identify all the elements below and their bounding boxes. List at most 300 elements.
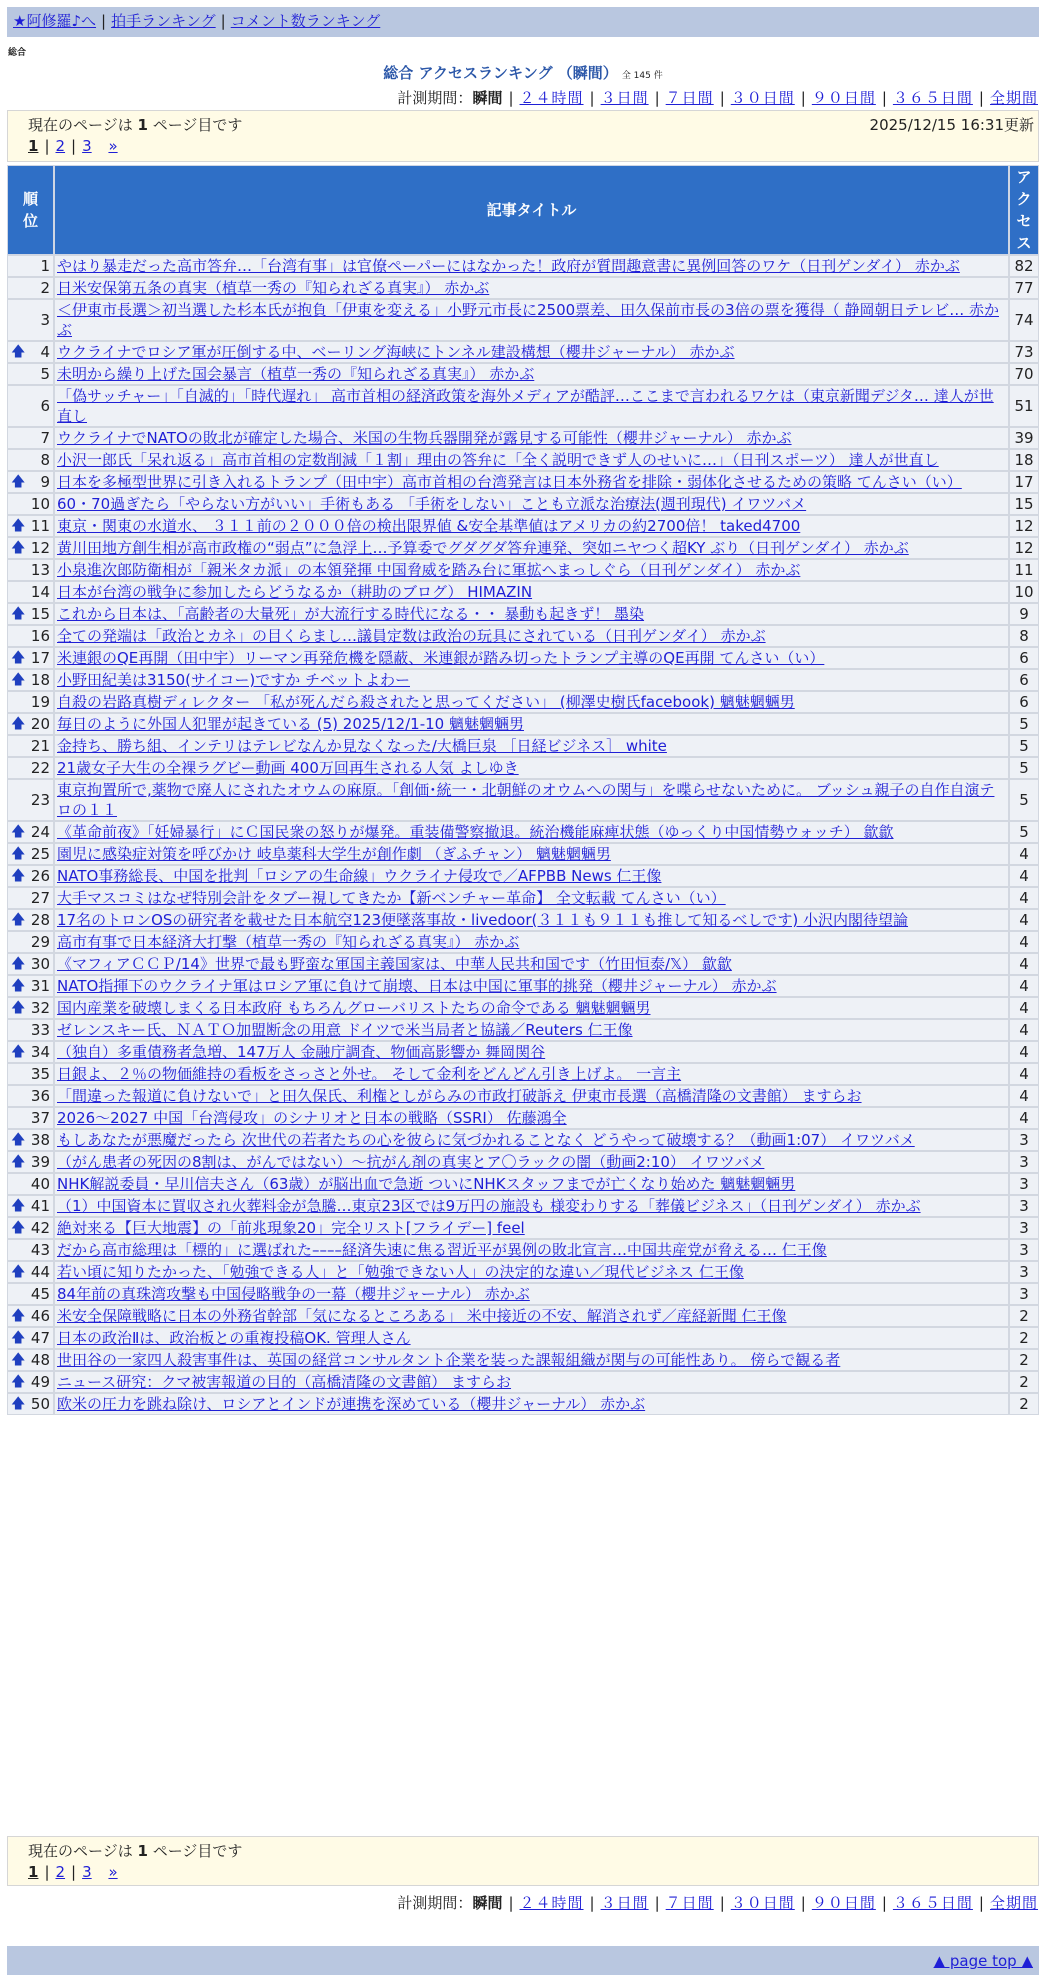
rank-up-arrow-icon: 🡅 bbox=[11, 1374, 26, 1390]
pagination bbox=[28, 137, 118, 155]
title-cell bbox=[54, 931, 1009, 953]
article-title-link[interactable]: ニュース研究：クマ被害報道の目的（高橋清隆の文書館） ますらお bbox=[57, 1373, 512, 1391]
rank-cell bbox=[7, 1151, 54, 1173]
access-count: 73 bbox=[1009, 341, 1039, 363]
current-page-number: 1 bbox=[137, 1842, 148, 1860]
title-cell bbox=[54, 1217, 1009, 1239]
title-cell bbox=[54, 975, 1009, 997]
rank-cell bbox=[7, 1261, 54, 1283]
rank-number: 34 bbox=[30, 1043, 50, 1061]
access-count: 4 bbox=[1009, 1019, 1039, 1041]
rank-number: 4 bbox=[40, 343, 50, 361]
table-row bbox=[7, 581, 1039, 603]
article-title-link[interactable]: （独自）多重債務者急増、147万人 金融庁調査、物価高影響か 舞岡関谷 bbox=[57, 1043, 546, 1061]
rank-number: 26 bbox=[30, 867, 50, 885]
period-link-90d[interactable]: ９０日間 bbox=[811, 89, 876, 107]
page-status-suffix: ページ目です bbox=[152, 116, 243, 134]
table-row bbox=[7, 1393, 1039, 1415]
rank-number: 12 bbox=[30, 539, 50, 557]
rank-cell bbox=[7, 757, 54, 779]
access-count: 5 bbox=[1009, 713, 1039, 735]
rank-up-arrow-icon: 🡅 bbox=[11, 912, 26, 928]
rank-cell bbox=[7, 493, 54, 515]
rank-up-arrow-icon: 🡅 bbox=[11, 716, 26, 732]
article-title-link[interactable]: 未明から繰り上げた国会暴言（植草一秀の『知られざる真実』） 赤かぶ bbox=[57, 365, 535, 383]
page-status-text bbox=[28, 114, 242, 135]
title-cell bbox=[54, 1349, 1009, 1371]
rank-number: 43 bbox=[30, 1241, 50, 1259]
period-active: 瞬間 bbox=[472, 89, 503, 107]
table-row bbox=[7, 779, 1039, 821]
rank-up-arrow-icon: 🡅 bbox=[11, 672, 26, 688]
access-count: 15 bbox=[1009, 493, 1039, 515]
title-cell bbox=[54, 1041, 1009, 1063]
rank-up-arrow-icon: 🡅 bbox=[11, 474, 26, 490]
article-title-link[interactable]: NATO指揮下のウクライナ軍はロシア軍に負けて崩壊、日本は中国に軍事的挑発（櫻井ジャーナル） 赤かぶ bbox=[57, 977, 777, 995]
rank-number: 37 bbox=[30, 1109, 50, 1127]
rank-cell bbox=[7, 471, 54, 493]
title-cell bbox=[54, 493, 1009, 515]
rank-up-arrow-icon: 🡅 bbox=[11, 1396, 26, 1412]
table-row bbox=[7, 277, 1039, 299]
article-title-link[interactable]: 大手マスコミはなぜ特別会計をタブー視してきたか【新ベンチャー革命】 全文転載 てんさい（い） bbox=[57, 889, 726, 907]
table-row bbox=[7, 735, 1039, 757]
total-count: 全 145 件 bbox=[621, 71, 663, 81]
rank-cell bbox=[7, 277, 54, 299]
title-cell bbox=[54, 515, 1009, 537]
table-row bbox=[7, 843, 1039, 865]
rank-number: 49 bbox=[30, 1373, 50, 1391]
pagination-next[interactable]: » bbox=[108, 137, 118, 155]
rank-cell bbox=[7, 779, 54, 821]
article-title-link[interactable]: 《マフィアＣＣＰ/14》世界で最も野蛮な軍国主義国家は、中華人民共和国です（竹田恒泰/𝕏） 歙歙 bbox=[57, 955, 732, 973]
period-separator: | bbox=[508, 89, 514, 107]
article-title-link[interactable]: ウクライナでNATOの敗北が確定した場合、米国の生物兵器開発が露見する可能性（櫻井ジャーナル） 赤かぶ bbox=[57, 429, 792, 447]
pagination bbox=[28, 1863, 118, 1881]
period-link-7d[interactable]: ７日間 bbox=[665, 89, 714, 107]
article-title-link[interactable]: 日米安保第五条の真実（植草一秀の『知られざる真実』） 赤かぶ bbox=[57, 279, 490, 297]
article-title-link[interactable]: 60・70過ぎたら「やらない方がいい」手術もある 「手術をしない」ことも立派な治療法(週刊現代) イワツバメ bbox=[57, 495, 807, 513]
period-separator: | bbox=[589, 1894, 595, 1912]
access-count: 4 bbox=[1009, 865, 1039, 887]
period-separator: | bbox=[881, 89, 887, 107]
article-title-link[interactable]: NHK解説委員・早川信夫さん（63歳）が脳出血で急逝 ついにNHKスタッフまでが亡くなり始めた 魑魅魍魎男 bbox=[57, 1175, 796, 1193]
article-title-link[interactable]: 小野田紀美は3150(サイコー)ですか チベットよわー bbox=[57, 671, 410, 689]
table-row bbox=[7, 1173, 1039, 1195]
rank-up-arrow-icon: 🡅 bbox=[11, 1198, 26, 1214]
pagination-current: 1 bbox=[28, 137, 39, 155]
access-count: 6 bbox=[1009, 647, 1039, 669]
article-title-link[interactable]: 日銀よ、２％の物価維持の看板をさっさと外せ。 そして金利をどんどん引き上げよ。 一言主 bbox=[57, 1065, 682, 1083]
rank-number: 41 bbox=[30, 1197, 50, 1215]
table-row bbox=[7, 669, 1039, 691]
access-count: 39 bbox=[1009, 427, 1039, 449]
pagination-page-2[interactable]: 2 bbox=[55, 1863, 66, 1881]
table-row bbox=[7, 1349, 1039, 1371]
rank-number: 24 bbox=[30, 823, 50, 841]
rank-cell bbox=[7, 341, 54, 363]
access-count: 2 bbox=[1009, 1393, 1039, 1415]
title-cell bbox=[54, 843, 1009, 865]
article-title-link[interactable]: 米安全保障戦略に日本の外務省幹部「気になるところある」 米中接近の不安、解消されず／産経新聞 仁王像 bbox=[57, 1307, 787, 1325]
title-cell bbox=[54, 997, 1009, 1019]
article-title-link[interactable]: 21歳女子大生の全裸ラグビー動画 400万回再生される人気 よしゆき bbox=[57, 759, 519, 777]
pagination-spacer bbox=[98, 137, 103, 155]
article-title-link[interactable]: 自殺の岩路真樹ディレクター 「私が死んだら殺されたと思ってください」 (柳澤史樹氏facebook) 魑魅魍魎男 bbox=[57, 693, 795, 711]
access-count: 2 bbox=[1009, 1371, 1039, 1393]
article-title-link[interactable]: ウクライナでロシア軍が圧倒する中、ベーリング海峡にトンネル建設構想（櫻井ジャーナル） 赤かぶ bbox=[57, 343, 735, 361]
rank-cell bbox=[7, 843, 54, 865]
period-link-90d[interactable]: ９０日間 bbox=[811, 1894, 876, 1912]
rank-up-arrow-icon: 🡅 bbox=[11, 1220, 26, 1236]
access-count: 3 bbox=[1009, 1173, 1039, 1195]
rank-cell bbox=[7, 625, 54, 647]
current-page-number: 1 bbox=[137, 116, 148, 134]
ranking-table bbox=[7, 165, 1039, 1415]
article-title-link[interactable]: 絶対来る【巨大地震】の「前兆現象20」完全リスト[フライデー] feel bbox=[57, 1219, 525, 1237]
article-title-link[interactable]: 園児に感染症対策を呼びかけ 岐阜薬科大学生が創作劇 （ぎふチャン） 魑魅魍魎男 bbox=[57, 845, 611, 863]
table-row bbox=[7, 975, 1039, 997]
article-title-link[interactable]: これから日本は、「高齢者の大量死」が大流行する時代になる・・ 暴動も起きず！ 墨染 bbox=[57, 605, 645, 623]
table-row bbox=[7, 255, 1039, 277]
rank-cell bbox=[7, 713, 54, 735]
rank-cell bbox=[7, 255, 54, 277]
table-row bbox=[7, 341, 1039, 363]
period-separator: | bbox=[800, 1894, 806, 1912]
table-row bbox=[7, 821, 1039, 843]
top-nav-bar bbox=[7, 7, 1039, 37]
page-status-bottom bbox=[7, 1836, 1039, 1886]
article-title-link[interactable]: 欧米の圧力を跳ね除け、ロシアとインドが連携を深めている（櫻井ジャーナル） 赤かぶ bbox=[57, 1395, 646, 1413]
table-row bbox=[7, 1195, 1039, 1217]
article-title-link[interactable]: ゼレンスキー氏、ＮＡＴＯ加盟断念の用意 ドイツで米当局者と協議／Reuters 仁王像 bbox=[57, 1021, 633, 1039]
period-label: 計測期間： bbox=[397, 89, 473, 107]
article-title-link[interactable]: 東京・関東の水道水、 ３１１前の２０００倍の検出限界値 &安全基準値はアメリカの約2700倍！ taked4700 bbox=[57, 517, 801, 535]
article-title-link[interactable]: 全ての発端は「政治とカネ」の目くらまし…議員定数は政治の玩具にされている（日刊ゲンダイ） 赤かぶ bbox=[57, 627, 766, 645]
rank-up-arrow-icon: 🡅 bbox=[11, 1000, 26, 1016]
nav-separator: | bbox=[220, 12, 226, 30]
rank-up-arrow-icon: 🡅 bbox=[11, 846, 26, 862]
rank-cell bbox=[7, 1019, 54, 1041]
access-count: 12 bbox=[1009, 537, 1039, 559]
table-row bbox=[7, 713, 1039, 735]
rank-cell bbox=[7, 1129, 54, 1151]
article-title-link[interactable]: 毎日のように外国人犯罪が起きている (5) 2025/12/1-10 魑魅魍魎男 bbox=[57, 715, 524, 733]
access-count: 4 bbox=[1009, 887, 1039, 909]
title-cell bbox=[54, 559, 1009, 581]
access-count: 70 bbox=[1009, 363, 1039, 385]
access-count: 74 bbox=[1009, 299, 1039, 341]
table-row bbox=[7, 997, 1039, 1019]
rank-cell bbox=[7, 1239, 54, 1261]
title-cell bbox=[54, 953, 1009, 975]
title-cell bbox=[54, 1129, 1009, 1151]
article-title-link[interactable]: 日本の政治Ⅱは、政治板との重複投稿OK. 管理人さん bbox=[57, 1329, 411, 1347]
period-separator: | bbox=[508, 1894, 514, 1912]
article-title-link[interactable]: 「偽サッチャー」「自滅的」「時代遅れ」 高市首相の経済政策を海外メディアが酷評…ここまで言われるワケは（東京新聞デジタ… 達人が世直し bbox=[57, 387, 994, 425]
rank-number: 23 bbox=[30, 791, 50, 809]
access-count: 3 bbox=[1009, 1217, 1039, 1239]
title-cell bbox=[54, 1283, 1009, 1305]
access-count: 12 bbox=[1009, 515, 1039, 537]
rank-up-arrow-icon: 🡅 bbox=[11, 606, 26, 622]
rank-number: 2 bbox=[40, 279, 50, 297]
title-cell bbox=[54, 449, 1009, 471]
title-cell bbox=[54, 1239, 1009, 1261]
access-count: 4 bbox=[1009, 931, 1039, 953]
article-title-link[interactable]: NATO事務総長、中国を批判「ロシアの生命線」ウクライナ侵攻で／AFPBB News 仁王像 bbox=[57, 867, 662, 885]
article-title-link[interactable]: （がん患者の死因の8割は、がんではない）～抗がん剤の真実とア〇ラックの闇（動画2:10） イワツバメ bbox=[57, 1153, 765, 1171]
article-title-link[interactable]: 小沢一郎氏「呆れ返る」高市首相の定数削減「１割」理由の答弁に「全く説明できず人のせいに…」（日刊スポーツ） 達人が世直し bbox=[57, 451, 939, 469]
rank-number: 30 bbox=[30, 955, 50, 973]
rank-number: 3 bbox=[40, 311, 50, 329]
rank-number: 6 bbox=[40, 397, 50, 415]
table-row bbox=[7, 471, 1039, 493]
article-title-link[interactable]: 国内産業を破壊しまくる日本政府 もちろんグローバリストたちの命令である 魑魅魍魎男 bbox=[57, 999, 651, 1017]
article-title-link[interactable]: 米連銀のQE再開（田中宇）リーマン再発危機を隠蔽、米連銀が踏み切ったトランプ主導のQE再開 てんさい（い） bbox=[57, 649, 825, 667]
title-cell bbox=[54, 1371, 1009, 1393]
title-cell bbox=[54, 669, 1009, 691]
access-count: 2 bbox=[1009, 1349, 1039, 1371]
rank-up-arrow-icon: 🡅 bbox=[11, 1308, 26, 1324]
title-cell bbox=[54, 1261, 1009, 1283]
title-cell bbox=[54, 299, 1009, 341]
access-count: 5 bbox=[1009, 779, 1039, 821]
article-title-link[interactable]: 《革命前夜》「妊婦暴行」にＣ国民衆の怒りが爆発。重装備警察撤退。統治機能麻痺状態（ゆっくり中国情勢ウォッチ） 歙歙 bbox=[57, 823, 894, 841]
table-row bbox=[7, 363, 1039, 385]
article-title-link[interactable]: 世田谷の一家四人殺害事件は、英国の経営コンサルタント企業を装った課報組織が関与の可能性あり。 傍らで観る者 bbox=[57, 1351, 841, 1369]
title-cell bbox=[54, 1195, 1009, 1217]
rank-cell bbox=[7, 997, 54, 1019]
access-count: 77 bbox=[1009, 277, 1039, 299]
title-cell bbox=[54, 735, 1009, 757]
article-title-link[interactable]: 17名のトロンOSの研究者を載せた日本航空123便墜落事故・livedoor(３１１も９１１も推して知るべしです) 小沢内閣待望論 bbox=[57, 911, 909, 929]
table-row bbox=[7, 385, 1039, 427]
access-count: 3 bbox=[1009, 1151, 1039, 1173]
access-count: 4 bbox=[1009, 843, 1039, 865]
period-link-24h[interactable]: ２４時間 bbox=[519, 89, 584, 107]
rank-up-arrow-icon: 🡅 bbox=[11, 1132, 26, 1148]
period-link-all[interactable]: 全期間 bbox=[989, 89, 1038, 107]
rank-up-arrow-icon: 🡅 bbox=[11, 956, 26, 972]
article-title-link[interactable]: だから高市総理は「標的」に選ばれた––––経済失速に焦る習近平が異例の敗北宣言…中国共産党が脅える… 仁王像 bbox=[57, 1241, 827, 1259]
title-cell bbox=[54, 887, 1009, 909]
rank-cell bbox=[7, 821, 54, 843]
table-row bbox=[7, 1129, 1039, 1151]
rank-cell bbox=[7, 931, 54, 953]
article-title-link[interactable]: 84年前の真珠湾攻撃も中国侵略戦争の一幕（櫻井ジャーナル） 赤かぶ bbox=[57, 1285, 530, 1303]
article-title-link[interactable]: 2026～2027 中国「台湾侵攻」のシナリオと日本の戦略（SSRI） 佐藤鴻全 bbox=[57, 1109, 567, 1127]
rank-cell bbox=[7, 1327, 54, 1349]
article-title-link[interactable]: （1）中国資本に買収され火葬料金が急騰…東京23区では9万円の施設も 様変わりする「葬儀ビジネス」（日刊ゲンダイ） 赤かぶ bbox=[57, 1197, 921, 1215]
table-row bbox=[7, 647, 1039, 669]
period-separator: | bbox=[978, 1894, 984, 1912]
pagination-page-3[interactable]: 3 bbox=[82, 137, 92, 155]
article-title-link[interactable]: 「間違った報道に負けないで」と田久保氏、利権としがらみの市政打破訴え 伊東市長選（高橋清隆の文書館） ますらお bbox=[57, 1087, 862, 1105]
rank-cell bbox=[7, 1107, 54, 1129]
rank-number: 13 bbox=[30, 561, 50, 579]
rank-number: 35 bbox=[30, 1065, 50, 1083]
nav-link-comment-ranking[interactable]: コメント数ランキング bbox=[230, 12, 381, 30]
rank-cell bbox=[7, 691, 54, 713]
access-count: 6 bbox=[1009, 669, 1039, 691]
period-label: 計測期間： bbox=[397, 1894, 473, 1912]
pagination-page-2[interactable]: 2 bbox=[55, 137, 66, 155]
article-title-link[interactable]: 小泉進次郎防衛相が「親米タカ派」の本領発揮 中国脅威を踏み台に軍拡へまっしぐら（日刊ゲンダイ） 赤かぶ bbox=[57, 561, 801, 579]
period-link-30d[interactable]: ３０日間 bbox=[730, 89, 795, 107]
table-row bbox=[7, 1019, 1039, 1041]
period-separator: | bbox=[800, 89, 806, 107]
rank-number: 46 bbox=[30, 1307, 50, 1325]
table-row bbox=[7, 1041, 1039, 1063]
access-count: 3 bbox=[1009, 1261, 1039, 1283]
period-link-365d[interactable]: ３６５日間 bbox=[892, 89, 973, 107]
article-title-link[interactable]: 高市有事で日本経済大打撃（植草一秀の『知られざる真実』） 赤かぶ bbox=[57, 933, 520, 951]
table-row bbox=[7, 1261, 1039, 1283]
nav-link-home[interactable]: ★阿修羅♪へ bbox=[13, 12, 97, 30]
nav-separator: | bbox=[101, 12, 107, 30]
rank-cell bbox=[7, 299, 54, 341]
access-count: 8 bbox=[1009, 625, 1039, 647]
rank-number: 39 bbox=[30, 1153, 50, 1171]
table-row bbox=[7, 1063, 1039, 1085]
rank-cell bbox=[7, 385, 54, 427]
rank-number: 19 bbox=[30, 693, 50, 711]
page-top-link[interactable]: ▲ page top ▲ bbox=[933, 1952, 1033, 1970]
access-count: 3 bbox=[1009, 1195, 1039, 1217]
rank-cell bbox=[7, 887, 54, 909]
title-cell bbox=[54, 821, 1009, 843]
pagination-spacer bbox=[98, 1863, 103, 1881]
pagination-separator: | bbox=[44, 137, 50, 155]
title-cell bbox=[54, 1173, 1009, 1195]
rank-number: 45 bbox=[30, 1285, 50, 1303]
pagination-separator: | bbox=[71, 137, 77, 155]
column-header-access: アクセス bbox=[1009, 165, 1039, 255]
table-row bbox=[7, 1085, 1039, 1107]
title-cell bbox=[54, 625, 1009, 647]
page-status-prefix: 現在のページは bbox=[28, 116, 133, 134]
period-link-3d[interactable]: ３日間 bbox=[600, 1894, 649, 1912]
title-cell bbox=[54, 277, 1009, 299]
article-title-link[interactable]: 日本が台湾の戦争に参加したらどうなるか（耕助のブログ） HIMAZIN bbox=[57, 583, 533, 601]
title-cell bbox=[54, 581, 1009, 603]
rank-number: 16 bbox=[30, 627, 50, 645]
access-count: 3 bbox=[1009, 1129, 1039, 1151]
page-status-top bbox=[7, 110, 1039, 162]
access-count: 4 bbox=[1009, 953, 1039, 975]
nav-link-clap-ranking[interactable]: 拍手ランキング bbox=[111, 12, 216, 30]
category-label: 総合 bbox=[8, 48, 27, 58]
table-row bbox=[7, 865, 1039, 887]
period-link-30d[interactable]: ３０日間 bbox=[730, 1894, 795, 1912]
article-title-link[interactable]: 日本を多極型世界に引き入れるトランプ（田中宇）高市首相の台湾発言は日本外務省を排除・弱体化させるための策略 てんさい（い） bbox=[57, 473, 962, 491]
article-title-link[interactable]: 東京拘置所で,薬物で廃人にされたオウムの麻原。「創価･統一・北朝鮮のオウムへの関与」を喋らせないために。 ブッシュ親子の自作自演テロの１１ bbox=[57, 781, 995, 819]
table-header-row bbox=[7, 165, 1039, 255]
table-row bbox=[7, 1327, 1039, 1349]
period-link-365d[interactable]: ３６５日間 bbox=[892, 1894, 973, 1912]
rank-up-arrow-icon: 🡅 bbox=[11, 344, 26, 360]
access-count: 5 bbox=[1009, 821, 1039, 843]
page-status-text bbox=[28, 1840, 242, 1861]
rank-number: 33 bbox=[30, 1021, 50, 1039]
access-count: 11 bbox=[1009, 559, 1039, 581]
ranking-table-body bbox=[7, 255, 1039, 1415]
access-count: 4 bbox=[1009, 1107, 1039, 1129]
table-row bbox=[7, 691, 1039, 713]
table-row bbox=[7, 1107, 1039, 1129]
rank-cell bbox=[7, 1041, 54, 1063]
title-cell bbox=[54, 713, 1009, 735]
table-row bbox=[7, 1283, 1039, 1305]
access-count: 10 bbox=[1009, 581, 1039, 603]
page-title-block bbox=[0, 62, 1046, 83]
pagination-next[interactable]: » bbox=[108, 1863, 118, 1881]
rank-cell bbox=[7, 865, 54, 887]
title-cell bbox=[54, 1107, 1009, 1129]
table-row bbox=[7, 603, 1039, 625]
period-selector-bottom bbox=[397, 1892, 1038, 1913]
article-title-link[interactable]: もしあなたが悪魔だったら 次世代の若者たちの心を彼らに気づかれることなく どうやって破壊する？（動画1:07） イワツバメ bbox=[57, 1131, 915, 1149]
period-separator: | bbox=[589, 89, 595, 107]
rank-cell bbox=[7, 953, 54, 975]
rank-cell bbox=[7, 669, 54, 691]
article-title-link[interactable]: 黄川田地方創生相が高市政権の“弱点”に急浮上…予算委でグダグダ答弁連発、突如ニヤつく超KY ぶり（日刊ゲンダイ） 赤かぶ bbox=[57, 539, 909, 557]
rank-up-arrow-icon: 🡅 bbox=[11, 540, 26, 556]
period-link-24h[interactable]: ２４時間 bbox=[519, 1894, 584, 1912]
article-title-link[interactable]: ＜伊東市長選＞初当選した杉本氏が抱負「伊東を変える」小野元市長に2500票差、田久保前市長の3倍の票を獲得（ 静岡朝日テレビ… 赤かぶ bbox=[57, 301, 999, 339]
period-link-7d[interactable]: ７日間 bbox=[665, 1894, 714, 1912]
rank-number: 40 bbox=[30, 1175, 50, 1193]
rank-number: 44 bbox=[30, 1263, 50, 1281]
period-separator: | bbox=[654, 89, 660, 107]
rank-cell bbox=[7, 603, 54, 625]
rank-number: 31 bbox=[30, 977, 50, 995]
article-title-link[interactable]: 若い頃に知りたかった、「勉強できる人」と「勉強できない人」の決定的な違い／現代ビジネス 仁王像 bbox=[57, 1263, 744, 1281]
rank-number: 25 bbox=[30, 845, 50, 863]
rank-cell bbox=[7, 427, 54, 449]
title-cell bbox=[54, 1305, 1009, 1327]
access-count: 4 bbox=[1009, 997, 1039, 1019]
table-row bbox=[7, 1151, 1039, 1173]
period-separator: | bbox=[719, 89, 725, 107]
article-title-link[interactable]: 金持ち、勝ち組、インテリはテレビなんか見なくなった/大橋巨泉 ［日経ビジネス］ white bbox=[57, 737, 667, 755]
rank-number: 47 bbox=[30, 1329, 50, 1347]
title-cell bbox=[54, 757, 1009, 779]
rank-cell bbox=[7, 559, 54, 581]
access-count: 4 bbox=[1009, 909, 1039, 931]
table-row bbox=[7, 427, 1039, 449]
article-title-link[interactable]: やはり暴走だった高市答弁…「台湾有事」は官僚ペーパーにはなかった！政府が質問趣意書に異例回答のワケ（日刊ゲンダイ） 赤かぶ bbox=[57, 257, 960, 275]
period-separator: | bbox=[978, 89, 984, 107]
pagination-page-3[interactable]: 3 bbox=[82, 1863, 92, 1881]
period-link-all[interactable]: 全期間 bbox=[989, 1894, 1038, 1912]
access-count: 5 bbox=[1009, 735, 1039, 757]
rank-number: 50 bbox=[30, 1395, 50, 1413]
title-cell bbox=[54, 255, 1009, 277]
rank-cell bbox=[7, 363, 54, 385]
rank-number: 22 bbox=[30, 759, 50, 777]
rank-cell bbox=[7, 1305, 54, 1327]
rank-number: 17 bbox=[30, 649, 50, 667]
period-link-3d[interactable]: ３日間 bbox=[600, 89, 649, 107]
rank-cell bbox=[7, 647, 54, 669]
rank-number: 8 bbox=[40, 451, 50, 469]
rank-cell bbox=[7, 1173, 54, 1195]
title-cell bbox=[54, 385, 1009, 427]
pagination-current: 1 bbox=[28, 1863, 39, 1881]
rank-cell bbox=[7, 1283, 54, 1305]
